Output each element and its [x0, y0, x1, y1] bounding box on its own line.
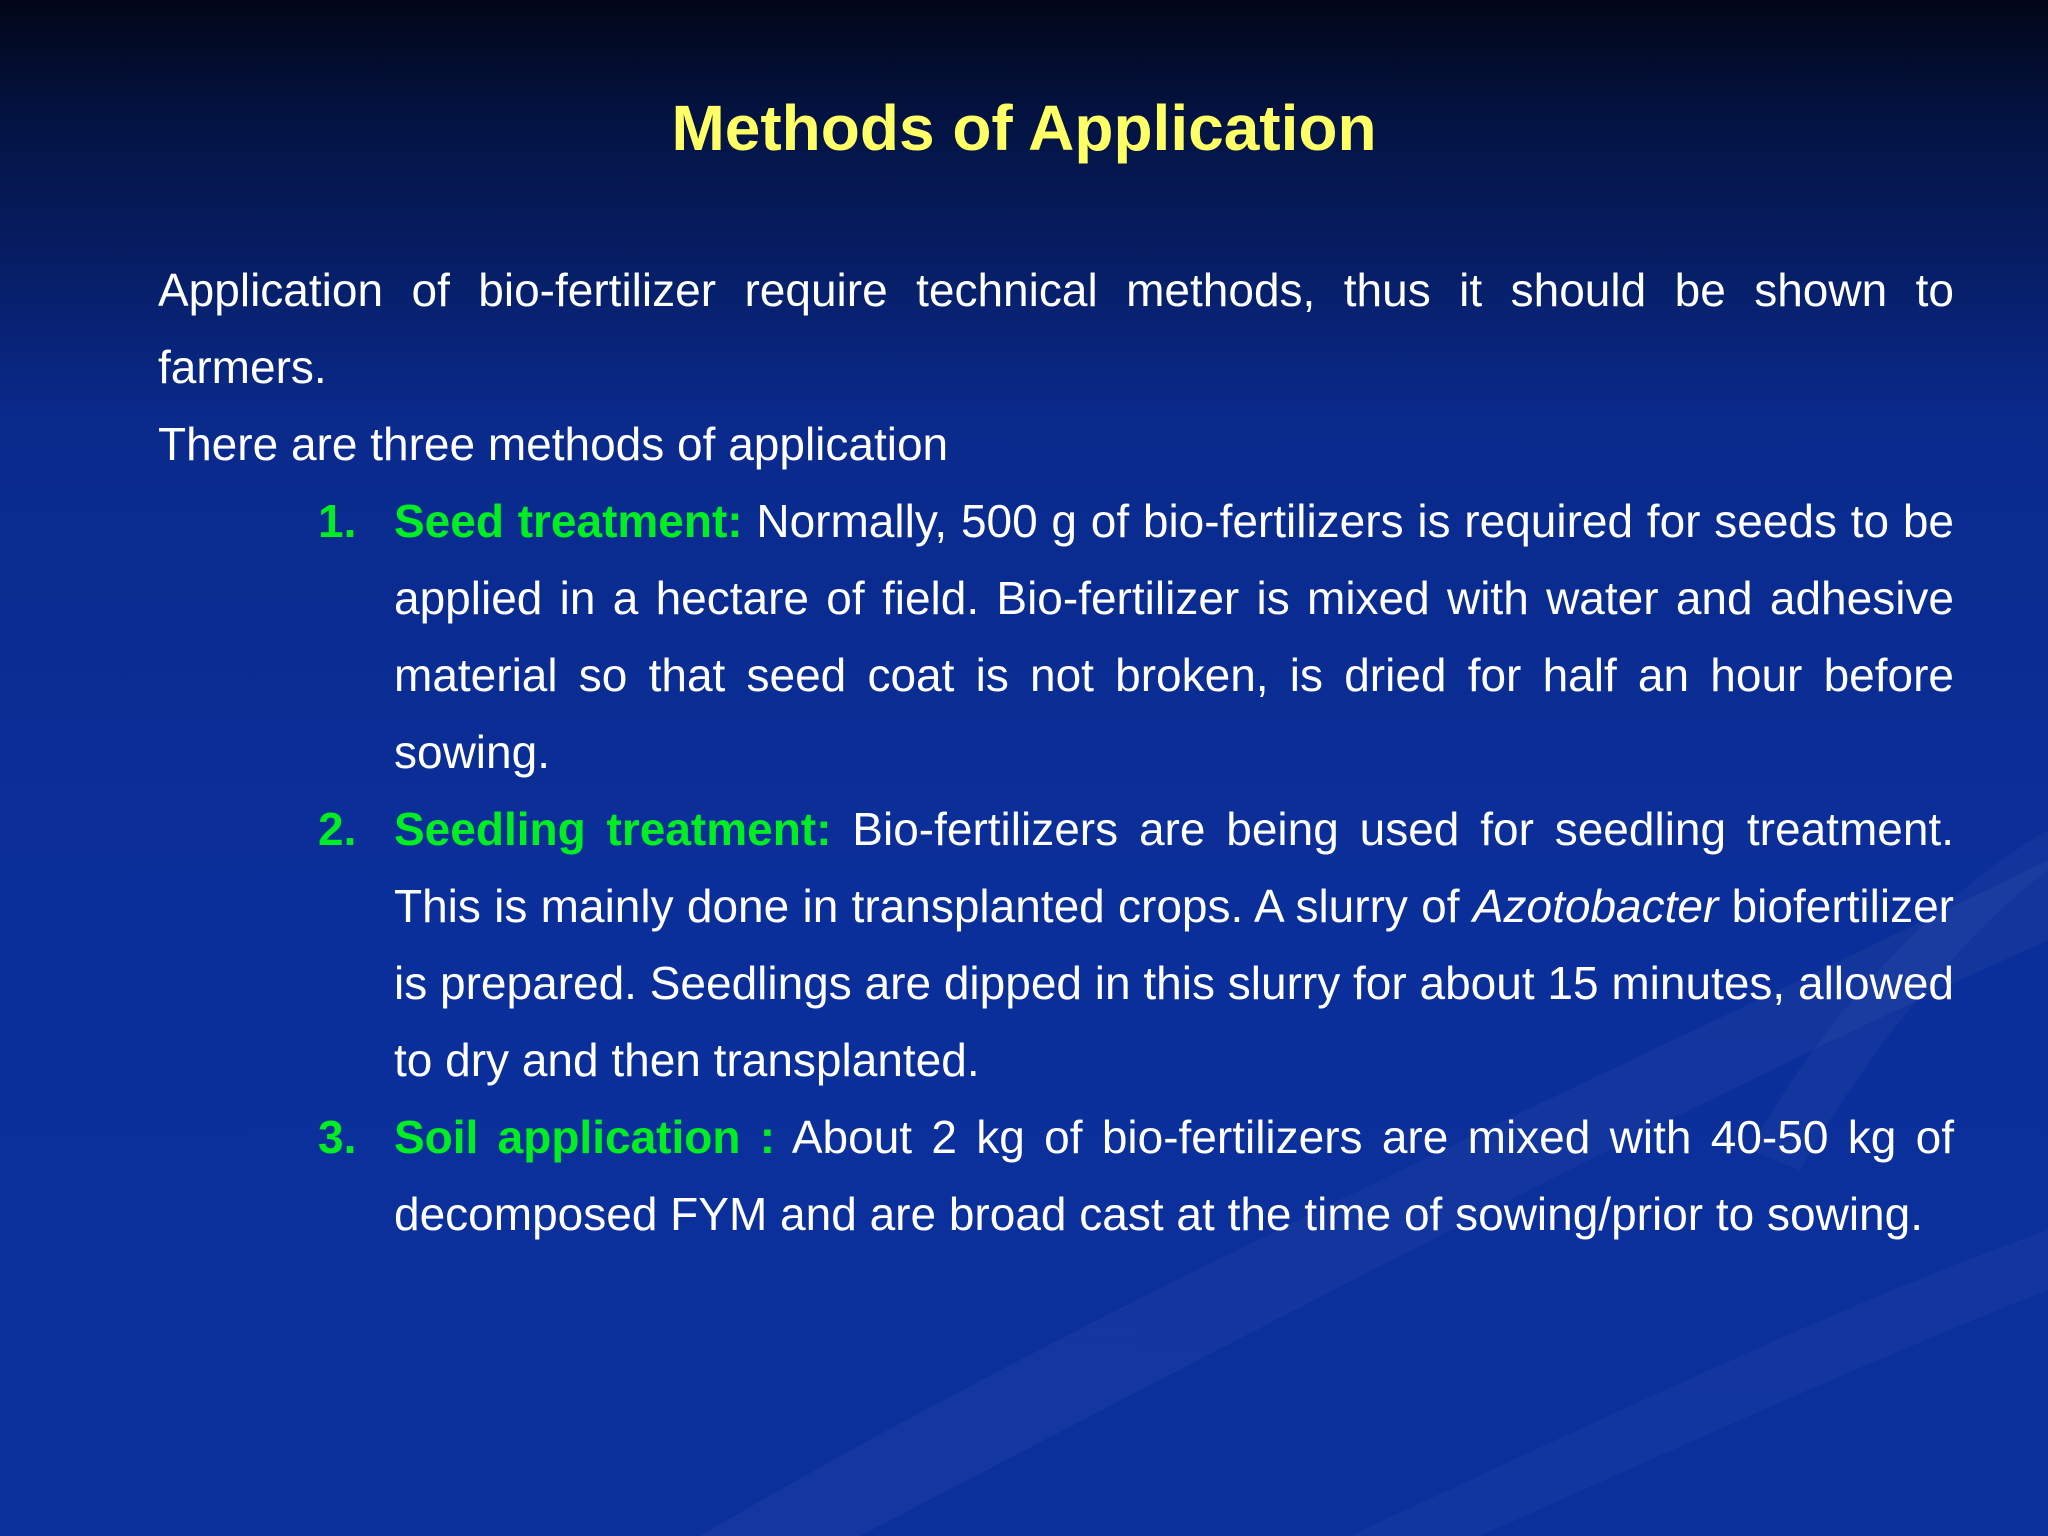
lead-paragraph: There are three methods of application: [158, 418, 949, 470]
method-number: 2.: [318, 803, 357, 855]
methods-list: [318, 483, 1954, 1253]
method-label: Seed treatment:: [394, 495, 743, 547]
method-seedling-treatment: [318, 791, 1954, 1099]
method-number: 3.: [318, 1111, 357, 1163]
method-label: Seedling treatment:: [394, 803, 832, 855]
method-seed-treatment: [318, 483, 1954, 791]
method-number: 1.: [318, 495, 357, 547]
slide-title: Methods of Application: [671, 92, 1377, 164]
organism-name: Azotobacter: [1472, 880, 1719, 932]
method-label: Soil application :: [394, 1111, 776, 1163]
method-soil-application: [318, 1099, 1954, 1253]
intro-paragraph: Application of bio-fertilizer require technical methods, thus it should be shown to farmers.: [158, 264, 1954, 393]
slide-body: [158, 252, 1954, 1253]
method-description-part-2: biofertilizer is prepared. Seedlings are dipped in this slurry for about 15 minutes, allowed to dry and then transplanted.: [394, 880, 1954, 1086]
method-description: About 2 kg of bio-fertilizers are mixed with 40-50 kg of decomposed FYM and are broad cast at the time of sowing/prior to sowing.: [394, 1111, 1954, 1240]
method-description: Normally, 500 g of bio-fertilizers is required for seeds to be applied in a hectare of field. Bio-fertilizer is mixed with water and adhesive material so that seed coat is not broken, is dried for half an hour before sowing.: [394, 495, 1954, 778]
method-description-part-1: Bio-fertilizers are being used for seedling treatment. This is mainly done in transplanted crops. A slurry of: [394, 803, 1954, 932]
